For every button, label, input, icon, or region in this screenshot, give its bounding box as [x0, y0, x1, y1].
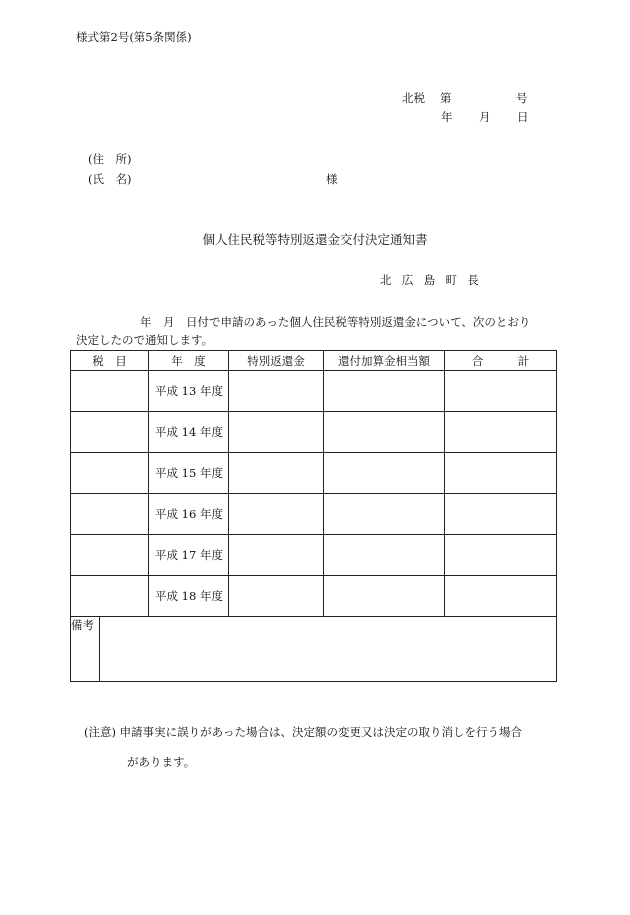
remarks-label-top: 備 — [71, 617, 83, 632]
honorific-sama: 様 — [326, 172, 338, 186]
cell-tax-item — [71, 453, 149, 494]
table-row — [71, 453, 557, 494]
cell-refund-interest — [324, 494, 445, 535]
cell-refund-interest — [324, 412, 445, 453]
cell-tax-item — [71, 371, 149, 412]
body-text-line2: 決定したので通知します。 — [76, 333, 214, 347]
table-row — [71, 494, 557, 535]
cell-fiscal-year: 平成 18 年度 — [149, 576, 229, 617]
header-tax-item: 税 目 — [71, 351, 149, 371]
cell-special-refund — [229, 535, 324, 576]
issue-date — [441, 110, 529, 124]
cell-special-refund — [229, 371, 324, 412]
body-text-line1: 年 月 日付で申請のあった個人住民税等特別返還金について、次のとおり — [140, 315, 531, 329]
cell-total — [445, 412, 557, 453]
document-number — [402, 91, 528, 105]
table-row — [71, 576, 557, 617]
cell-refund-interest — [324, 371, 445, 412]
date-year-label: 年 — [441, 110, 453, 124]
header-fiscal-year: 年 度 — [149, 351, 229, 371]
cell-refund-interest — [324, 453, 445, 494]
cell-total — [445, 494, 557, 535]
cell-total — [445, 453, 557, 494]
cell-special-refund — [229, 453, 324, 494]
cell-fiscal-year: 平成 13 年度 — [149, 371, 229, 412]
header-refund-interest: 還付加算金相当額 — [324, 351, 445, 371]
cell-special-refund — [229, 494, 324, 535]
cell-tax-item — [71, 494, 149, 535]
table-row — [71, 535, 557, 576]
date-month-label: 月 — [479, 110, 491, 124]
remarks-input-area[interactable] — [100, 617, 556, 681]
cell-tax-item — [71, 535, 149, 576]
table-header-row — [71, 351, 557, 371]
document-title: 個人住民税等特別返還金交付決定通知書 — [202, 232, 428, 247]
name-label: (氏 名) — [88, 172, 132, 186]
note-line1: (注意) 申請事実に誤りがあった場合は、決定額の変更又は決定の取り消しを行う場合 — [84, 725, 523, 739]
cell-refund-interest — [324, 535, 445, 576]
header-special-refund: 特別返還金 — [229, 351, 324, 371]
table-row — [71, 412, 557, 453]
cell-refund-interest — [324, 576, 445, 617]
cell-tax-item — [71, 412, 149, 453]
doc-number-go: 号 — [516, 91, 528, 105]
issuer-name: 北広島町長 — [380, 273, 490, 287]
cell-fiscal-year: 平成 16 年度 — [149, 494, 229, 535]
remarks-label-bottom: 考 — [82, 617, 94, 632]
doc-number-dai: 第 — [440, 91, 452, 105]
form-number: 様式第2号(第5条関係) — [76, 30, 192, 44]
cell-special-refund — [229, 412, 324, 453]
address-label: (住 所) — [88, 152, 132, 166]
cell-fiscal-year: 平成 15 年度 — [149, 453, 229, 494]
date-day-label: 日 — [517, 110, 529, 124]
doc-number-prefix: 北税 — [402, 91, 425, 105]
table-row — [71, 371, 557, 412]
cell-total — [445, 371, 557, 412]
header-total: 合 計 — [445, 351, 557, 371]
cell-fiscal-year: 平成 17 年度 — [149, 535, 229, 576]
cell-total — [445, 576, 557, 617]
cell-fiscal-year: 平成 14 年度 — [149, 412, 229, 453]
remarks-box — [70, 617, 557, 682]
cell-total — [445, 535, 557, 576]
note-line2: があります。 — [127, 755, 196, 769]
cell-tax-item — [71, 576, 149, 617]
cell-special-refund — [229, 576, 324, 617]
